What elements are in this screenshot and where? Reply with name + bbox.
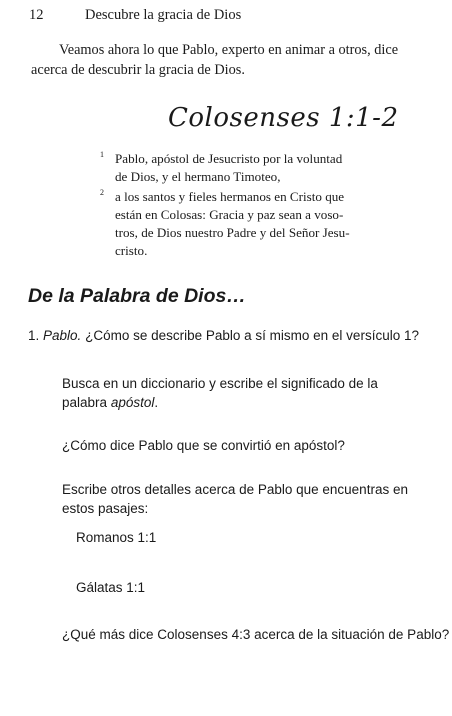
verse-number: 2 bbox=[100, 188, 104, 197]
verse-line: de Dios, y el hermano Timoteo, bbox=[115, 169, 281, 184]
subquestion-term: apóstol bbox=[110, 395, 155, 410]
intro-paragraph bbox=[31, 40, 424, 80]
verse-number: 1 bbox=[100, 150, 104, 159]
subquestion-details: Escribe otros detalles acerca de Pablo que encuentras en estos pasajes: bbox=[62, 482, 408, 516]
verse-line: tros, de Dios nuestro Padre y del Señor Jesu- bbox=[115, 225, 350, 240]
question-subject: Pablo. bbox=[43, 328, 82, 343]
page-number: 12 bbox=[29, 7, 44, 23]
verse-line: Pablo, apóstol de Jesucristo por la voluntad bbox=[115, 151, 343, 166]
subquestion-situation: ¿Qué más dice Colosenses 4:3 acerca de la situación de Pablo? bbox=[62, 627, 450, 642]
verse-text bbox=[115, 150, 395, 186]
section-heading: De la Palabra de Dios… bbox=[28, 285, 246, 307]
verse-line: cristo. bbox=[115, 243, 148, 258]
verse-text bbox=[115, 188, 395, 260]
question-number: 1. bbox=[28, 328, 40, 343]
question-1 bbox=[28, 326, 433, 345]
verse-1 bbox=[100, 150, 400, 190]
running-header bbox=[29, 7, 241, 24]
subquestion-period: . bbox=[154, 395, 159, 410]
subquestion-dictionary bbox=[62, 374, 422, 412]
reference-romanos: Romanos 1:1 bbox=[76, 530, 157, 545]
question-text: ¿Cómo se describe Pablo a sí mismo en el versículo 1? bbox=[85, 328, 419, 343]
subquestion-conversion: ¿Cómo dice Pablo que se convirtió en apóstol? bbox=[62, 438, 345, 453]
verse-line: a los santos y fieles hermanos en Cristo que bbox=[115, 189, 345, 204]
verse-line: están en Colosas: Gracia y paz sean a voso- bbox=[115, 207, 344, 222]
scripture-reference-title: Colosenses 1:1-2 bbox=[168, 103, 399, 133]
verse-2 bbox=[100, 188, 400, 260]
subquestion-text: Busca en un diccionario y escribe el significado de la palabra bbox=[62, 376, 378, 410]
running-title: Descubre la gracia de Dios bbox=[85, 7, 242, 23]
reference-galatas: Gálatas 1:1 bbox=[76, 580, 146, 595]
intro-text: Veamos ahora lo que Pablo, experto en animar a otros, dice acerca de descubrir la gracia de Dios. bbox=[31, 42, 399, 78]
